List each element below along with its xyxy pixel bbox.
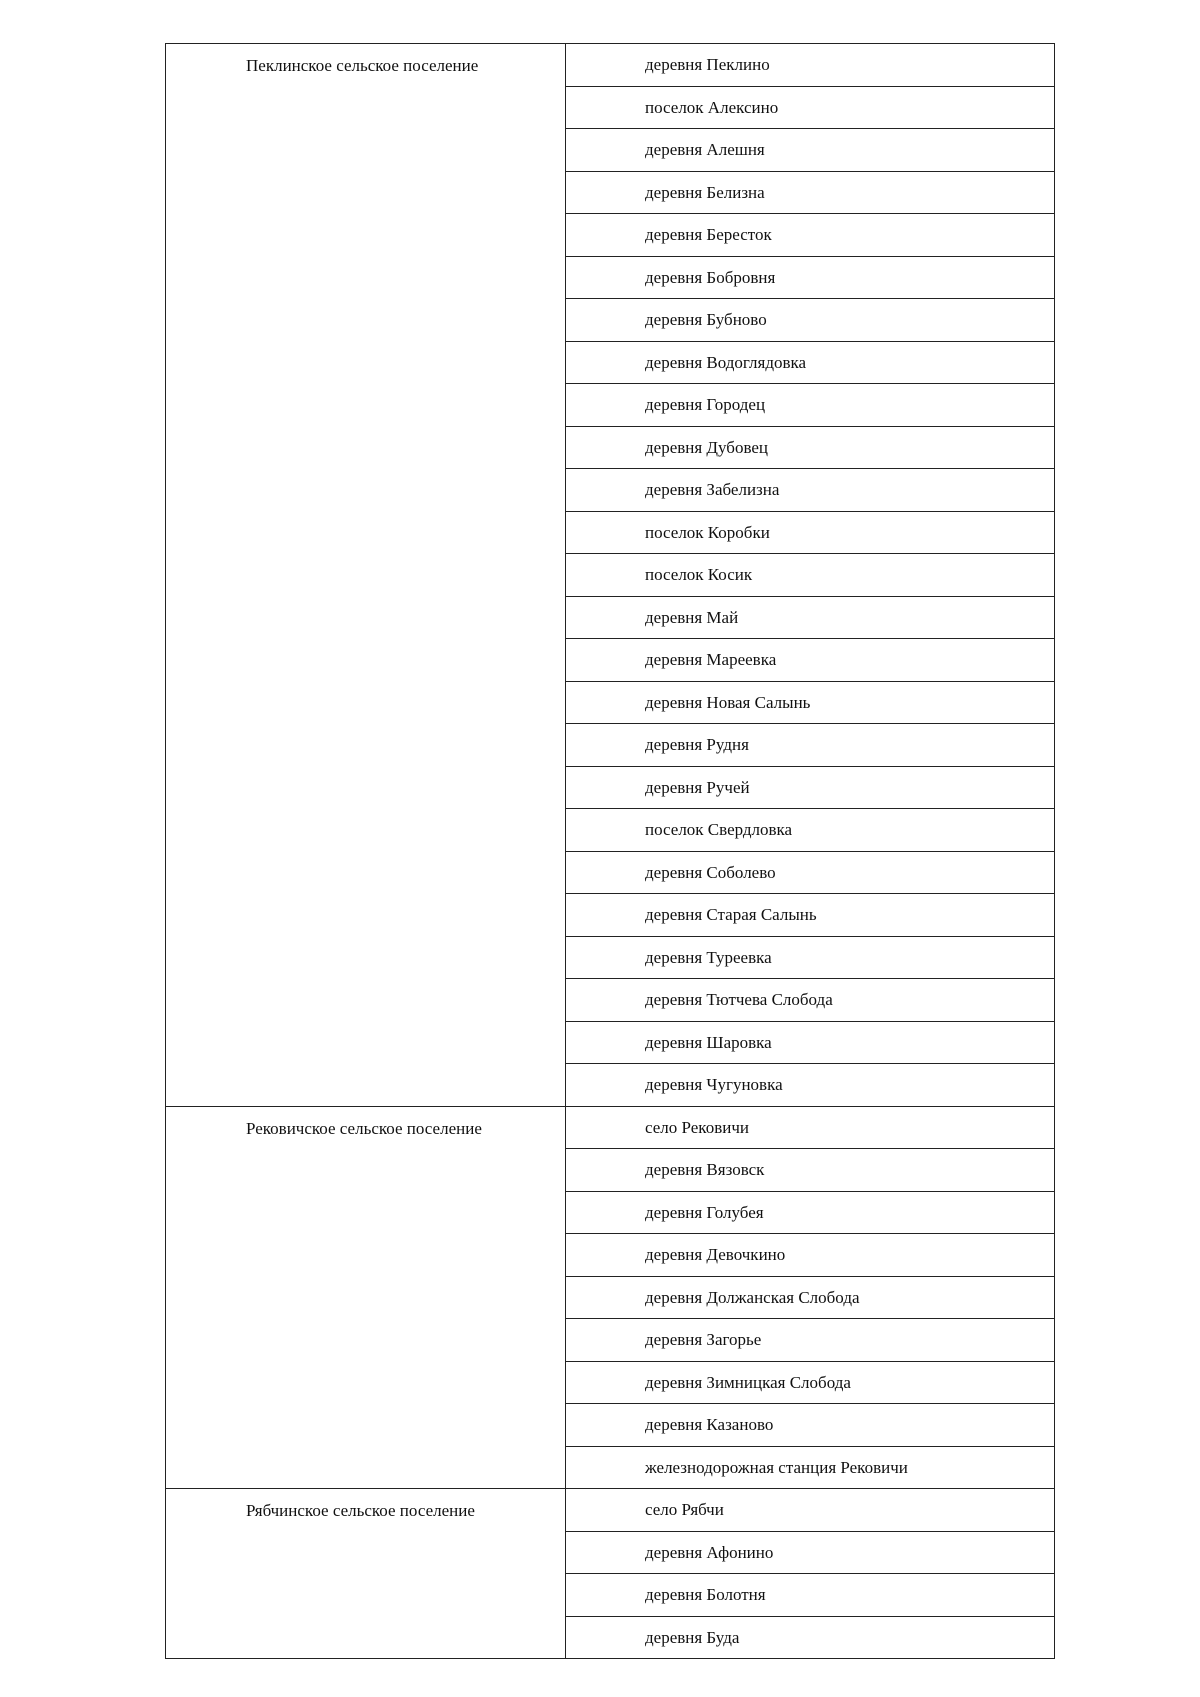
table-row bbox=[166, 1489, 1055, 1532]
locality-name-cell: деревня Новая Салынь bbox=[566, 681, 1055, 724]
locality-name-cell: поселок Алексино bbox=[566, 86, 1055, 129]
locality-name-cell: деревня Старая Салынь bbox=[566, 894, 1055, 937]
locality-name-cell: деревня Голубея bbox=[566, 1191, 1055, 1234]
locality-name-cell: деревня Ручей bbox=[566, 766, 1055, 809]
locality-name-cell: деревня Бобровня bbox=[566, 256, 1055, 299]
locality-name-cell: деревня Казаново bbox=[566, 1404, 1055, 1447]
locality-name-cell: деревня Зимницкая Слобода bbox=[566, 1361, 1055, 1404]
settlement-name-cell: Пеклинское сельское поселение bbox=[166, 44, 566, 1107]
locality-name-cell: деревня Пеклино bbox=[566, 44, 1055, 87]
locality-name-cell: деревня Соболево bbox=[566, 851, 1055, 894]
locality-name-cell: деревня Мареевка bbox=[566, 639, 1055, 682]
settlement-name-cell: Рековичское сельское поселение bbox=[166, 1106, 566, 1489]
locality-name-cell: деревня Бересток bbox=[566, 214, 1055, 257]
locality-name-cell: деревня Белизна bbox=[566, 171, 1055, 214]
table-row bbox=[166, 44, 1055, 87]
locality-name-cell: деревня Алешня bbox=[566, 129, 1055, 172]
table-body bbox=[166, 44, 1055, 1659]
locality-name-cell: поселок Свердловка bbox=[566, 809, 1055, 852]
locality-name-cell: деревня Дубовец bbox=[566, 426, 1055, 469]
locality-name-cell: деревня Шаровка bbox=[566, 1021, 1055, 1064]
locality-name-cell: деревня Туреевка bbox=[566, 936, 1055, 979]
locality-name-cell: поселок Косик bbox=[566, 554, 1055, 597]
settlements-table bbox=[165, 43, 1055, 1659]
locality-name-cell: село Рековичи bbox=[566, 1106, 1055, 1149]
locality-name-cell: деревня Болотня bbox=[566, 1574, 1055, 1617]
settlement-name-cell: Рябчинское сельское поселение bbox=[166, 1489, 566, 1659]
locality-name-cell: деревня Девочкино bbox=[566, 1234, 1055, 1277]
locality-name-cell: деревня Чугуновка bbox=[566, 1064, 1055, 1107]
table-row bbox=[166, 1106, 1055, 1149]
locality-name-cell: поселок Коробки bbox=[566, 511, 1055, 554]
locality-name-cell: деревня Май bbox=[566, 596, 1055, 639]
locality-name-cell: деревня Должанская Слобода bbox=[566, 1276, 1055, 1319]
locality-name-cell: деревня Бубново bbox=[566, 299, 1055, 342]
locality-name-cell: деревня Буда bbox=[566, 1616, 1055, 1659]
locality-name-cell: деревня Водоглядовка bbox=[566, 341, 1055, 384]
locality-name-cell: железнодорожная станция Рековичи bbox=[566, 1446, 1055, 1489]
locality-name-cell: деревня Афонино bbox=[566, 1531, 1055, 1574]
locality-name-cell: деревня Тютчева Слобода bbox=[566, 979, 1055, 1022]
locality-name-cell: деревня Городец bbox=[566, 384, 1055, 427]
locality-name-cell: деревня Загорье bbox=[566, 1319, 1055, 1362]
locality-name-cell: деревня Забелизна bbox=[566, 469, 1055, 512]
locality-name-cell: село Рябчи bbox=[566, 1489, 1055, 1532]
locality-name-cell: деревня Вязовск bbox=[566, 1149, 1055, 1192]
locality-name-cell: деревня Рудня bbox=[566, 724, 1055, 767]
